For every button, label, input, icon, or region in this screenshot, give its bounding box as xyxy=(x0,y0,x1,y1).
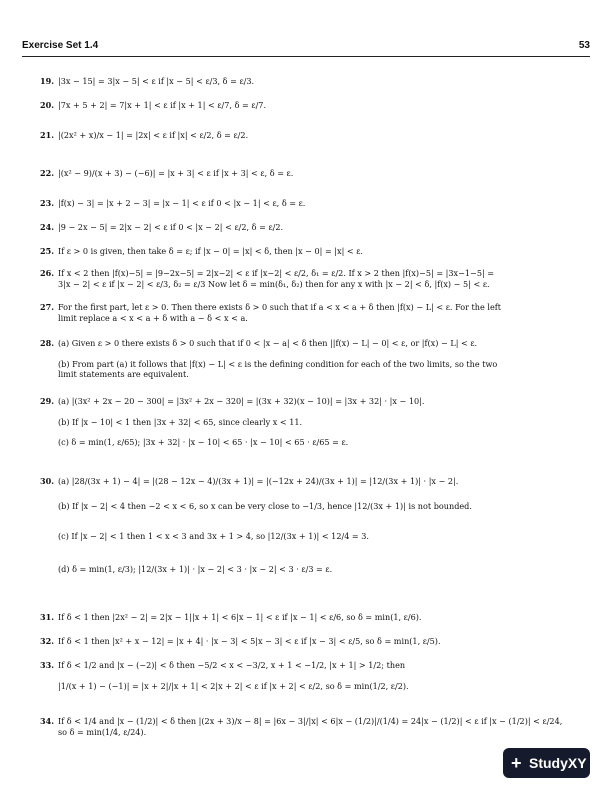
exercise-number: 27. xyxy=(40,302,55,312)
exercise-line: so δ = min(1/4, ε/24). xyxy=(58,726,147,737)
exercise-line: If ε > 0 is given, then take δ = ε; if |x − 0| = |x| < δ, then |x − 0| = |x| < ε. xyxy=(58,246,364,256)
exercise-line: |1/(x + 1) − (−1)| = |x + 2|/|x + 1| < 2|x + 2| < ε if |x + 2| < ε/2, so δ = min(1/2, ε/2). xyxy=(58,680,409,691)
exercise-line: (b) From part (a) it follows that |f(x) − L| < ε is the defining condition for each of the two limits, so the two xyxy=(58,358,498,369)
exercise-line: |(x² − 9)/(x + 3) − (−6)| = |x + 3| < ε if |x + 3| < ε, δ = ε. xyxy=(58,168,294,178)
exercise-line: If x < 2 then |f(x)−5| = |9−2x−5| = 2|x−2| < ε if |x−2| < ε/2, δ₁ = ε/2. If x > 2 then |f(x)−5| = |3x−1−5| = xyxy=(58,268,495,278)
exercise-number: 24. xyxy=(40,222,55,232)
exercise-number: 21. xyxy=(40,130,55,140)
exercise-line: (b) If |x − 2| < 4 then −2 < x < 6, so x can be very close to −1/3, hence |12/(3x + 1)| is not bounded. xyxy=(58,500,472,511)
exercise-line: |(2x² + x)/x − 1| = |2x| < ε if |x| < ε/2, δ = ε/2. xyxy=(58,130,249,140)
exercise-spacer xyxy=(58,671,574,681)
exercise-line: (d) δ = min(1, ε/3); |12/(3x + 1)| · |x − 2| < 3 · |x − 2| < 3 · ε/3 = ε. xyxy=(58,563,333,574)
page-number: 53 xyxy=(578,40,590,51)
exercise-number: 33. xyxy=(40,660,55,670)
exercise-line: (a) Given ε > 0 there exists δ > 0 such that if 0 < |x − a| < δ then ||f(x) − L| − 0| < ε, or |f(x) − L| < ε. xyxy=(58,338,478,348)
exercise-spacer xyxy=(58,407,574,417)
studyxy-logo[interactable] xyxy=(503,748,590,778)
exercise-line: (b) If |x − 10| < 1 then |3x + 32| < 65, since clearly x < 11. xyxy=(58,416,303,427)
exercise-line: limit statements are equivalent. xyxy=(58,369,189,379)
exercise-line: (a) |28/(3x + 1) − 4| = |(28 − 12x − 4)/(3x + 1)| = |(−12x + 24)/(3x + 1)| = |12/(3x + 1)| · |x − 2|. xyxy=(58,476,459,486)
exercise-number: 29. xyxy=(40,396,55,406)
page-header xyxy=(22,40,590,56)
exercise-number: 25. xyxy=(40,246,55,256)
exercise-number: 31. xyxy=(40,612,55,622)
exercise-line: |3x − 15| = 3|x − 5| < ε if |x − 5| < ε/3, δ = ε/3. xyxy=(58,76,255,86)
plus-icon: + xyxy=(511,753,522,773)
exercise-line: |f(x) − 3| = |x + 2 − 3| = |x − 1| < ε if 0 < |x − 1| < ε, δ = ε. xyxy=(58,198,306,208)
exercise-line: |9 − 2x − 5| = 2|x − 2| < ε if 0 < |x − 2| < ε/2, δ = ε/2. xyxy=(58,222,284,232)
exercise-line: 3|x − 2| < ε if |x − 2| < ε/3, δ₂ = ε/3 Now let δ = min(δ₁, δ₂) then for any x with |x − 2| < δ, |f(x) − 5| < ε. xyxy=(58,278,490,289)
exercise-number: 28. xyxy=(40,338,55,348)
exercise-spacer xyxy=(58,487,574,501)
exercise-number: 23. xyxy=(40,198,55,208)
exercise-number: 26. xyxy=(40,268,55,278)
exercise-number: 30. xyxy=(40,476,55,486)
exercise-number: 20. xyxy=(40,100,55,110)
exercise-line: If δ < 1 then |2x² − 2| = 2|x − 1||x + 1| < 6|x − 1| < ε if |x − 1| < ε/6, so δ = min(1, ε/6). xyxy=(58,612,422,622)
header-rule xyxy=(22,56,590,57)
exercise-line: (c) If |x − 2| < 1 then 1 < x < 3 and 3x + 1 > 4, so |12/(3x + 1)| < 12/4 = 3. xyxy=(58,531,370,541)
exercise-number: 22. xyxy=(40,168,55,178)
exercise-line: If δ < 1/4 and |x − (1/2)| < δ then |(2x + 3)/x − 8| = |6x − 3|/|x| < 6|x − (1/2)|/(1/4) = 24|x − (1/2)| < ε if |x − (1/2)| < ε/24, xyxy=(58,716,563,726)
exercise-spacer xyxy=(58,349,574,359)
exercise-number: 34. xyxy=(40,716,55,726)
exercise-line: (c) δ = min(1, ε/65); |3x + 32| · |x − 10| < 65 · |x − 10| < 65 · ε/65 = ε. xyxy=(58,437,349,447)
exercise-number: 19. xyxy=(40,76,55,86)
exercise-spacer xyxy=(58,542,574,564)
logo-text: StudyXY xyxy=(529,755,587,771)
exercise-line: |7x + 5 + 2| = 7|x + 1| < ε if |x + 1| < ε/7, δ = ε/7. xyxy=(58,100,267,110)
exercise-spacer xyxy=(58,427,574,437)
exercise-line: limit replace a < x < a + δ with a − δ < x < a. xyxy=(58,312,248,323)
exercise-number: 32. xyxy=(40,636,55,646)
exercise-spacer xyxy=(58,511,574,531)
section-title: Exercise Set 1.4 xyxy=(22,40,99,51)
exercise-line: If δ < 1/2 and |x − (−2)| < δ then −5/2 < x < −3/2, x + 1 < −1/2, |x + 1| > 1/2; then xyxy=(58,660,406,670)
exercise-line: For the first part, let ε > 0. Then there exists δ > 0 such that if a < x < a + δ then |f(x) − L| < ε. For the left xyxy=(58,302,502,312)
exercise-line: If δ < 1 then |x² + x − 12| = |x + 4| · |x − 3| < 5|x − 3| < ε if |x − 3| < ε/5, so δ = min(1, ε/5). xyxy=(58,636,441,646)
exercise-line: (a) |(3x² + 2x − 20 − 300| = |3x² + 2x − 320| = |(3x + 32)(x − 10)| = |3x + 32| · |x − 10|. xyxy=(58,396,425,406)
